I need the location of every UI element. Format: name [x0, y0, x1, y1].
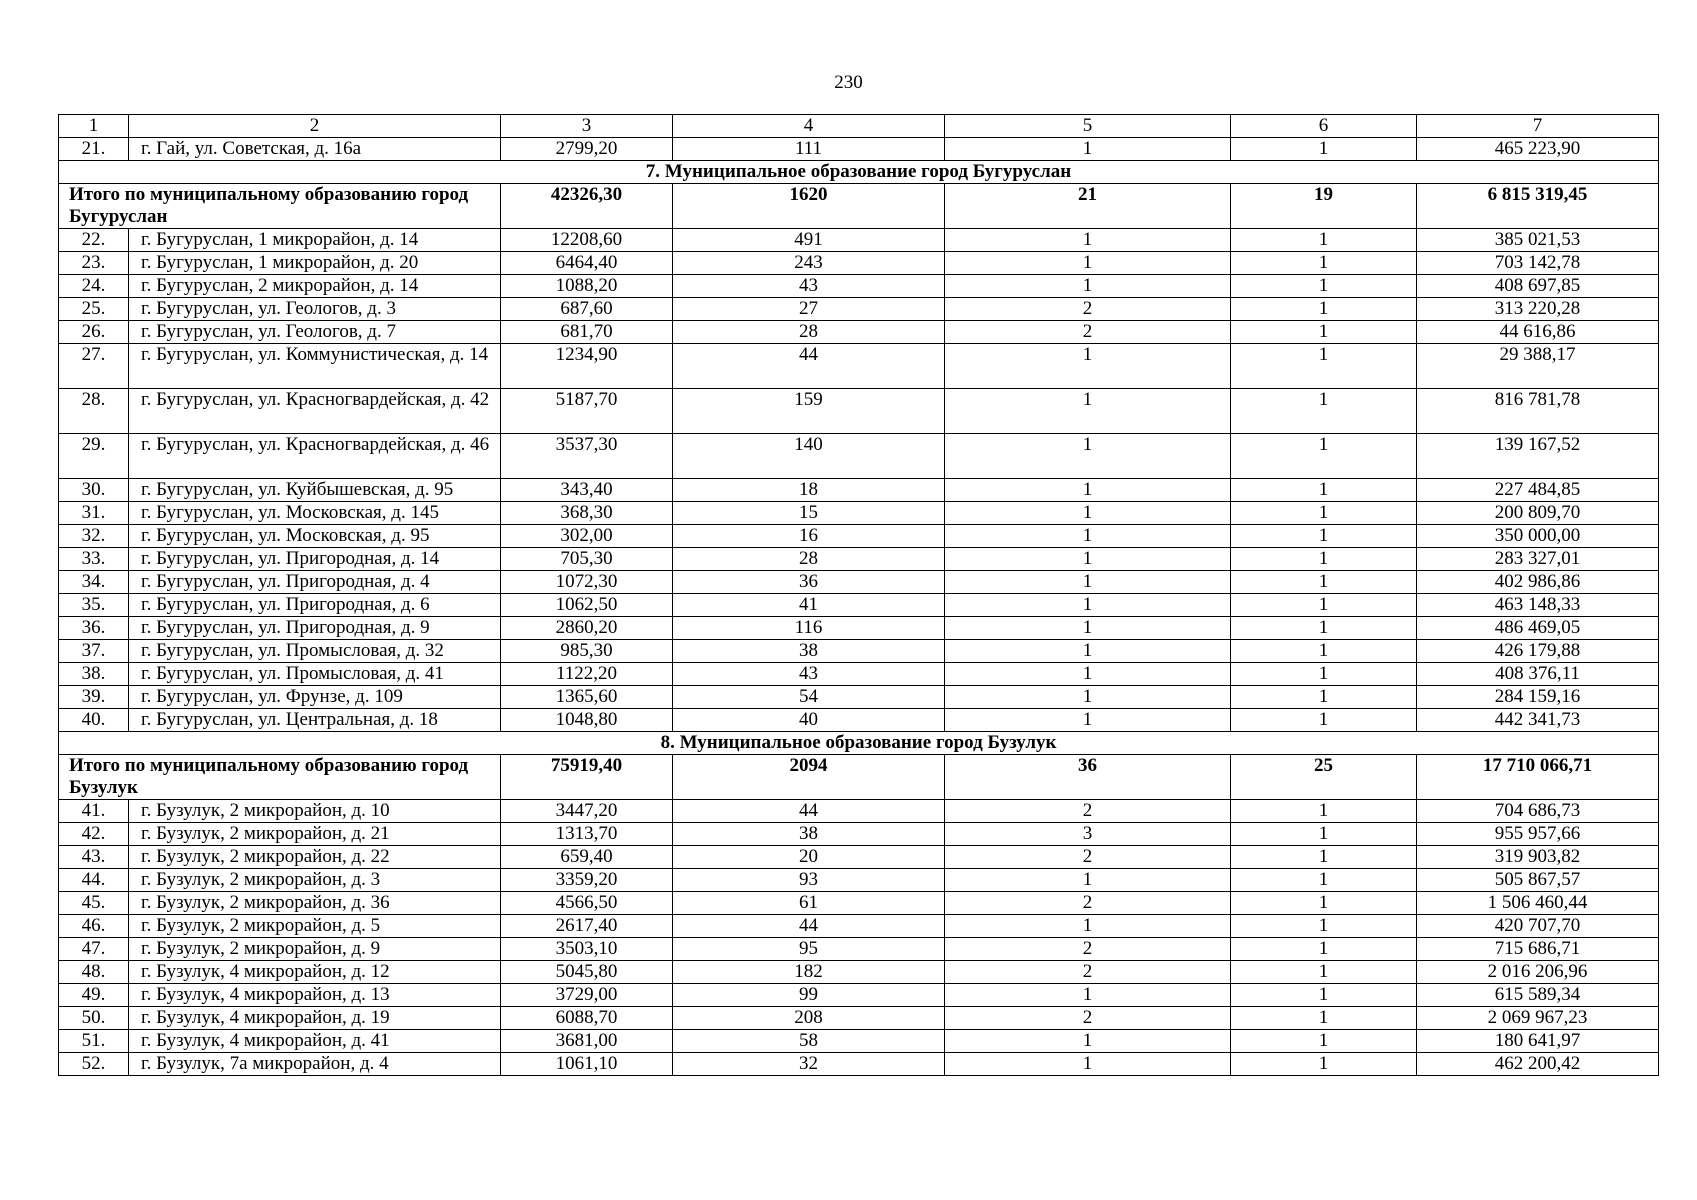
row-area: 6088,70: [501, 1007, 673, 1030]
row-col5: 1: [945, 915, 1231, 938]
row-col5: 1: [945, 984, 1231, 1007]
row-number: 37.: [59, 640, 129, 663]
total-label: Итого по муниципальному образованию город Бузулук: [59, 755, 501, 800]
table-row: [59, 344, 1659, 389]
row-col6: 1: [1231, 525, 1417, 548]
table-row: [59, 846, 1659, 869]
row-residents: 43: [673, 663, 945, 686]
row-col5: 1: [945, 502, 1231, 525]
row-residents: 27: [673, 298, 945, 321]
row-col6: 1: [1231, 1030, 1417, 1053]
row-col6: 1: [1231, 984, 1417, 1007]
column-number: 1: [59, 115, 129, 138]
row-residents: 208: [673, 1007, 945, 1030]
row-col6: 1: [1231, 663, 1417, 686]
row-address: г. Бугуруслан, ул. Фрунзе, д. 109: [129, 686, 501, 709]
row-amount: 426 179,88: [1417, 640, 1659, 663]
row-col6: 1: [1231, 138, 1417, 161]
row-address: г. Бугуруслан, ул. Центральная, д. 18: [129, 709, 501, 732]
row-address: г. Бугуруслан, ул. Московская, д. 145: [129, 502, 501, 525]
row-number: 44.: [59, 869, 129, 892]
row-area: 1313,70: [501, 823, 673, 846]
row-amount: 350 000,00: [1417, 525, 1659, 548]
row-amount: 284 159,16: [1417, 686, 1659, 709]
row-col6: 1: [1231, 298, 1417, 321]
table-row: [59, 548, 1659, 571]
row-area: 687,60: [501, 298, 673, 321]
row-area: 6464,40: [501, 252, 673, 275]
row-col6: 1: [1231, 640, 1417, 663]
row-address: г. Бугуруслан, ул. Геологов, д. 3: [129, 298, 501, 321]
row-col6: 1: [1231, 686, 1417, 709]
row-amount: 313 220,28: [1417, 298, 1659, 321]
row-col5: 2: [945, 846, 1231, 869]
table-row: [59, 138, 1659, 161]
row-col5: 1: [945, 548, 1231, 571]
row-number: 47.: [59, 938, 129, 961]
row-col5: 1: [945, 1053, 1231, 1076]
table-row: [59, 571, 1659, 594]
row-col6: 1: [1231, 823, 1417, 846]
row-residents: 38: [673, 640, 945, 663]
row-number: 52.: [59, 1053, 129, 1076]
row-residents: 58: [673, 1030, 945, 1053]
row-area: 3537,30: [501, 434, 673, 479]
row-number: 32.: [59, 525, 129, 548]
row-address: г. Бузулук, 2 микрорайон, д. 9: [129, 938, 501, 961]
row-col6: 1: [1231, 617, 1417, 640]
row-area: 4566,50: [501, 892, 673, 915]
table-row: [59, 823, 1659, 846]
row-residents: 116: [673, 617, 945, 640]
table-row: [59, 686, 1659, 709]
row-amount: 505 867,57: [1417, 869, 1659, 892]
row-col6: 1: [1231, 938, 1417, 961]
row-number: 24.: [59, 275, 129, 298]
row-address: г. Гай, ул. Советская, д. 16а: [129, 138, 501, 161]
row-address: г. Бугуруслан, ул. Пригородная, д. 4: [129, 571, 501, 594]
row-residents: 95: [673, 938, 945, 961]
row-amount: 2 016 206,96: [1417, 961, 1659, 984]
row-address: г. Бугуруслан, ул. Красногвардейская, д. 42: [129, 389, 501, 434]
row-col5: 1: [945, 434, 1231, 479]
row-amount: 462 200,42: [1417, 1053, 1659, 1076]
total-residents: 2094: [673, 755, 945, 800]
table-row: [59, 869, 1659, 892]
row-col5: 1: [945, 594, 1231, 617]
table-row: [59, 525, 1659, 548]
row-residents: 38: [673, 823, 945, 846]
row-col5: 2: [945, 321, 1231, 344]
section-title: 7. Муниципальное образование город Бугуруслан: [59, 161, 1659, 184]
row-col6: 1: [1231, 594, 1417, 617]
row-number: 49.: [59, 984, 129, 1007]
row-amount: 44 616,86: [1417, 321, 1659, 344]
column-number: 2: [129, 115, 501, 138]
row-amount: 200 809,70: [1417, 502, 1659, 525]
row-col5: 3: [945, 823, 1231, 846]
row-number: 21.: [59, 138, 129, 161]
row-amount: 704 686,73: [1417, 800, 1659, 823]
row-col5: 2: [945, 1007, 1231, 1030]
row-residents: 159: [673, 389, 945, 434]
row-amount: 715 686,71: [1417, 938, 1659, 961]
row-area: 1234,90: [501, 344, 673, 389]
row-area: 1122,20: [501, 663, 673, 686]
row-col6: 1: [1231, 275, 1417, 298]
page-number: 230: [834, 72, 863, 93]
total-area: 75919,40: [501, 755, 673, 800]
table-row: [59, 275, 1659, 298]
row-amount: 408 697,85: [1417, 275, 1659, 298]
row-number: 22.: [59, 229, 129, 252]
row-col5: 1: [945, 525, 1231, 548]
row-amount: 1 506 460,44: [1417, 892, 1659, 915]
row-number: 46.: [59, 915, 129, 938]
row-number: 43.: [59, 846, 129, 869]
column-number: 4: [673, 115, 945, 138]
row-area: 302,00: [501, 525, 673, 548]
row-area: 5187,70: [501, 389, 673, 434]
row-address: г. Бугуруслан, ул. Московская, д. 95: [129, 525, 501, 548]
row-col5: 1: [945, 617, 1231, 640]
row-col5: 2: [945, 298, 1231, 321]
row-col6: 1: [1231, 571, 1417, 594]
row-area: 3503,10: [501, 938, 673, 961]
row-col5: 1: [945, 1030, 1231, 1053]
row-col5: 1: [945, 389, 1231, 434]
row-number: 40.: [59, 709, 129, 732]
row-col5: 1: [945, 640, 1231, 663]
row-col6: 1: [1231, 252, 1417, 275]
row-number: 51.: [59, 1030, 129, 1053]
row-residents: 61: [673, 892, 945, 915]
column-number: 3: [501, 115, 673, 138]
row-area: 3729,00: [501, 984, 673, 1007]
total-label: Итого по муниципальному образованию город Бугуруслан: [59, 184, 501, 229]
row-residents: 28: [673, 321, 945, 344]
table-row: [59, 640, 1659, 663]
row-area: 659,40: [501, 846, 673, 869]
row-residents: 44: [673, 915, 945, 938]
row-residents: 111: [673, 138, 945, 161]
row-col6: 1: [1231, 709, 1417, 732]
row-amount: 2 069 967,23: [1417, 1007, 1659, 1030]
row-col6: 1: [1231, 800, 1417, 823]
row-area: 681,70: [501, 321, 673, 344]
row-residents: 140: [673, 434, 945, 479]
row-address: г. Бугуруслан, ул. Промысловая, д. 32: [129, 640, 501, 663]
row-area: 985,30: [501, 640, 673, 663]
total-area: 42326,30: [501, 184, 673, 229]
row-residents: 54: [673, 686, 945, 709]
row-col6: 1: [1231, 1007, 1417, 1030]
row-col5: 1: [945, 138, 1231, 161]
row-col6: 1: [1231, 229, 1417, 252]
row-number: 30.: [59, 479, 129, 502]
row-residents: 18: [673, 479, 945, 502]
table-row: [59, 961, 1659, 984]
row-number: 34.: [59, 571, 129, 594]
total-col5: 36: [945, 755, 1231, 800]
row-address: г. Бугуруслан, ул. Пригородная, д. 14: [129, 548, 501, 571]
column-number: 6: [1231, 115, 1417, 138]
row-area: 343,40: [501, 479, 673, 502]
row-amount: 442 341,73: [1417, 709, 1659, 732]
row-area: 3447,20: [501, 800, 673, 823]
row-area: 2799,20: [501, 138, 673, 161]
row-address: г. Бузулук, 7а микрорайон, д. 4: [129, 1053, 501, 1076]
row-col6: 1: [1231, 344, 1417, 389]
row-residents: 44: [673, 800, 945, 823]
row-col6: 1: [1231, 961, 1417, 984]
table-row: [59, 1053, 1659, 1076]
row-number: 38.: [59, 663, 129, 686]
row-residents: 28: [673, 548, 945, 571]
row-col5: 1: [945, 344, 1231, 389]
row-area: 12208,60: [501, 229, 673, 252]
row-area: 1365,60: [501, 686, 673, 709]
row-col5: 1: [945, 869, 1231, 892]
row-address: г. Бугуруслан, ул. Геологов, д. 7: [129, 321, 501, 344]
row-address: г. Бузулук, 2 микрорайон, д. 21: [129, 823, 501, 846]
row-address: г. Бугуруслан, ул. Красногвардейская, д. 46: [129, 434, 501, 479]
row-col5: 1: [945, 686, 1231, 709]
row-amount: 420 707,70: [1417, 915, 1659, 938]
row-number: 35.: [59, 594, 129, 617]
row-residents: 243: [673, 252, 945, 275]
row-col5: 1: [945, 275, 1231, 298]
row-address: г. Бузулук, 4 микрорайон, д. 12: [129, 961, 501, 984]
row-area: 3359,20: [501, 869, 673, 892]
row-col5: 2: [945, 800, 1231, 823]
row-address: г. Бугуруслан, ул. Пригородная, д. 9: [129, 617, 501, 640]
row-residents: 36: [673, 571, 945, 594]
row-amount: 463 148,33: [1417, 594, 1659, 617]
section-title: 8. Муниципальное образование город Бузулук: [59, 732, 1659, 755]
row-address: г. Бугуруслан, 1 микрорайон, д. 20: [129, 252, 501, 275]
row-area: 1072,30: [501, 571, 673, 594]
row-area: 1088,20: [501, 275, 673, 298]
row-col5: 2: [945, 938, 1231, 961]
row-col5: 1: [945, 709, 1231, 732]
column-number: 5: [945, 115, 1231, 138]
row-address: г. Бузулук, 2 микрорайон, д. 10: [129, 800, 501, 823]
table-row: [59, 938, 1659, 961]
row-number: 28.: [59, 389, 129, 434]
row-col5: 1: [945, 663, 1231, 686]
row-address: г. Бузулук, 2 микрорайон, д. 36: [129, 892, 501, 915]
row-area: 368,30: [501, 502, 673, 525]
table-row: [59, 594, 1659, 617]
row-address: г. Бузулук, 2 микрорайон, д. 22: [129, 846, 501, 869]
total-col6: 19: [1231, 184, 1417, 229]
row-residents: 44: [673, 344, 945, 389]
table-row: [59, 229, 1659, 252]
row-number: 50.: [59, 1007, 129, 1030]
row-col6: 1: [1231, 479, 1417, 502]
row-col6: 1: [1231, 502, 1417, 525]
row-address: г. Бугуруслан, ул. Промысловая, д. 41: [129, 663, 501, 686]
row-address: г. Бугуруслан, ул. Куйбышевская, д. 95: [129, 479, 501, 502]
row-area: 1048,80: [501, 709, 673, 732]
row-area: 5045,80: [501, 961, 673, 984]
row-col5: 1: [945, 571, 1231, 594]
row-col5: 1: [945, 479, 1231, 502]
table-row: [59, 1030, 1659, 1053]
row-col6: 1: [1231, 1053, 1417, 1076]
section-heading-row: [59, 161, 1659, 184]
row-area: 2860,20: [501, 617, 673, 640]
row-residents: 40: [673, 709, 945, 732]
row-residents: 491: [673, 229, 945, 252]
row-address: г. Бугуруслан, 2 микрорайон, д. 14: [129, 275, 501, 298]
table-row: [59, 984, 1659, 1007]
row-amount: 402 986,86: [1417, 571, 1659, 594]
table-row: [59, 617, 1659, 640]
row-col6: 1: [1231, 869, 1417, 892]
row-residents: 182: [673, 961, 945, 984]
row-col5: 2: [945, 961, 1231, 984]
row-number: 25.: [59, 298, 129, 321]
table-body: [59, 115, 1659, 1076]
row-amount: 139 167,52: [1417, 434, 1659, 479]
table-row: [59, 663, 1659, 686]
table-row: [59, 1007, 1659, 1030]
row-residents: 99: [673, 984, 945, 1007]
row-number: 27.: [59, 344, 129, 389]
table-row: [59, 479, 1659, 502]
row-number: 36.: [59, 617, 129, 640]
row-col5: 1: [945, 252, 1231, 275]
column-number: 7: [1417, 115, 1659, 138]
row-area: 2617,40: [501, 915, 673, 938]
row-col5: 1: [945, 229, 1231, 252]
row-address: г. Бузулук, 2 микрорайон, д. 5: [129, 915, 501, 938]
row-residents: 15: [673, 502, 945, 525]
row-number: 48.: [59, 961, 129, 984]
row-residents: 93: [673, 869, 945, 892]
table-row: [59, 800, 1659, 823]
table-row: [59, 321, 1659, 344]
row-amount: 385 021,53: [1417, 229, 1659, 252]
row-number: 29.: [59, 434, 129, 479]
row-address: г. Бузулук, 2 микрорайон, д. 3: [129, 869, 501, 892]
row-residents: 16: [673, 525, 945, 548]
row-amount: 29 388,17: [1417, 344, 1659, 389]
row-area: 705,30: [501, 548, 673, 571]
row-amount: 227 484,85: [1417, 479, 1659, 502]
column-number-row: [59, 115, 1659, 138]
row-col6: 1: [1231, 548, 1417, 571]
row-amount: 465 223,90: [1417, 138, 1659, 161]
row-number: 33.: [59, 548, 129, 571]
row-address: г. Бугуруслан, ул. Коммунистическая, д. 14: [129, 344, 501, 389]
row-number: 45.: [59, 892, 129, 915]
row-amount: 283 327,01: [1417, 548, 1659, 571]
row-address: г. Бугуруслан, ул. Пригородная, д. 6: [129, 594, 501, 617]
total-col5: 21: [945, 184, 1231, 229]
total-col6: 25: [1231, 755, 1417, 800]
row-amount: 408 376,11: [1417, 663, 1659, 686]
row-number: 31.: [59, 502, 129, 525]
row-number: 39.: [59, 686, 129, 709]
row-col6: 1: [1231, 846, 1417, 869]
row-col6: 1: [1231, 892, 1417, 915]
row-col6: 1: [1231, 321, 1417, 344]
row-number: 26.: [59, 321, 129, 344]
table-row: [59, 915, 1659, 938]
row-address: г. Бузулук, 4 микрорайон, д. 19: [129, 1007, 501, 1030]
row-amount: 955 957,66: [1417, 823, 1659, 846]
table-row: [59, 502, 1659, 525]
row-area: 1062,50: [501, 594, 673, 617]
row-residents: 43: [673, 275, 945, 298]
row-col6: 1: [1231, 389, 1417, 434]
row-residents: 20: [673, 846, 945, 869]
table-row: [59, 298, 1659, 321]
section-heading-row: [59, 732, 1659, 755]
row-area: 1061,10: [501, 1053, 673, 1076]
total-row: [59, 755, 1659, 800]
table-row: [59, 709, 1659, 732]
table-row: [59, 252, 1659, 275]
table-row: [59, 434, 1659, 479]
row-number: 41.: [59, 800, 129, 823]
row-amount: 319 903,82: [1417, 846, 1659, 869]
row-number: 42.: [59, 823, 129, 846]
row-residents: 41: [673, 594, 945, 617]
row-amount: 180 641,97: [1417, 1030, 1659, 1053]
table-row: [59, 389, 1659, 434]
row-address: г. Бугуруслан, 1 микрорайон, д. 14: [129, 229, 501, 252]
total-amount: 6 815 319,45: [1417, 184, 1659, 229]
row-amount: 486 469,05: [1417, 617, 1659, 640]
row-col6: 1: [1231, 915, 1417, 938]
row-residents: 32: [673, 1053, 945, 1076]
row-amount: 816 781,78: [1417, 389, 1659, 434]
row-address: г. Бузулук, 4 микрорайон, д. 13: [129, 984, 501, 1007]
row-amount: 703 142,78: [1417, 252, 1659, 275]
total-amount: 17 710 066,71: [1417, 755, 1659, 800]
row-col5: 2: [945, 892, 1231, 915]
row-address: г. Бузулук, 4 микрорайон, д. 41: [129, 1030, 501, 1053]
table-row: [59, 892, 1659, 915]
row-number: 23.: [59, 252, 129, 275]
total-residents: 1620: [673, 184, 945, 229]
row-col6: 1: [1231, 434, 1417, 479]
row-amount: 615 589,34: [1417, 984, 1659, 1007]
data-table: [58, 114, 1659, 1076]
row-area: 3681,00: [501, 1030, 673, 1053]
total-row: [59, 184, 1659, 229]
